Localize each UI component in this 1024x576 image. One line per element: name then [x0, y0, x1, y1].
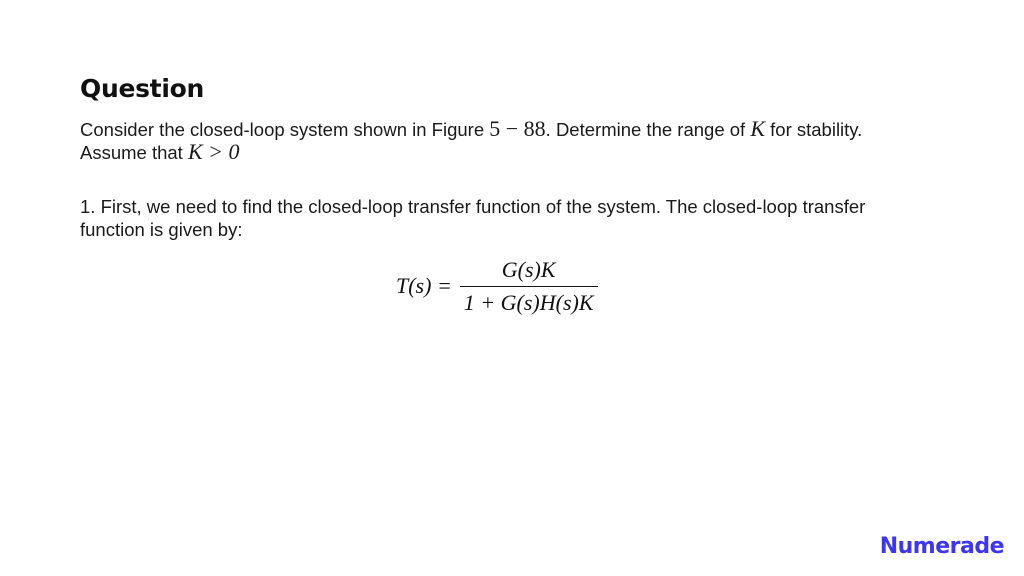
numerade-logo: Numerade	[879, 534, 1004, 559]
transfer-function-equation	[396, 256, 598, 316]
step1-line-1: 1. First, we need to find the closed-loop transfer function of the system. The closed-loop transfer	[80, 196, 866, 217]
step1-line-2: function is given by:	[80, 219, 243, 240]
question-text-a: Consider the closed-loop system shown in Figure	[80, 119, 490, 140]
variable-k-math: K	[750, 116, 765, 141]
equation-denominator: 1 + G(s)H(s)K	[460, 286, 598, 316]
equation-lhs: T(s) =	[396, 273, 452, 298]
figure-number-math: 5 − 88	[489, 116, 546, 141]
equation-fraction	[460, 257, 598, 316]
question-text-b: . Determine the range of	[545, 119, 751, 140]
equation-numerator: G(s)K	[501, 256, 556, 282]
question-heading: Question	[80, 74, 204, 103]
question-text-c: for stability.	[765, 119, 863, 140]
question-line-2	[80, 140, 240, 164]
question-line-1	[80, 117, 862, 141]
assumption-text: Assume that	[80, 142, 188, 163]
assumption-math: K > 0	[187, 139, 240, 164]
